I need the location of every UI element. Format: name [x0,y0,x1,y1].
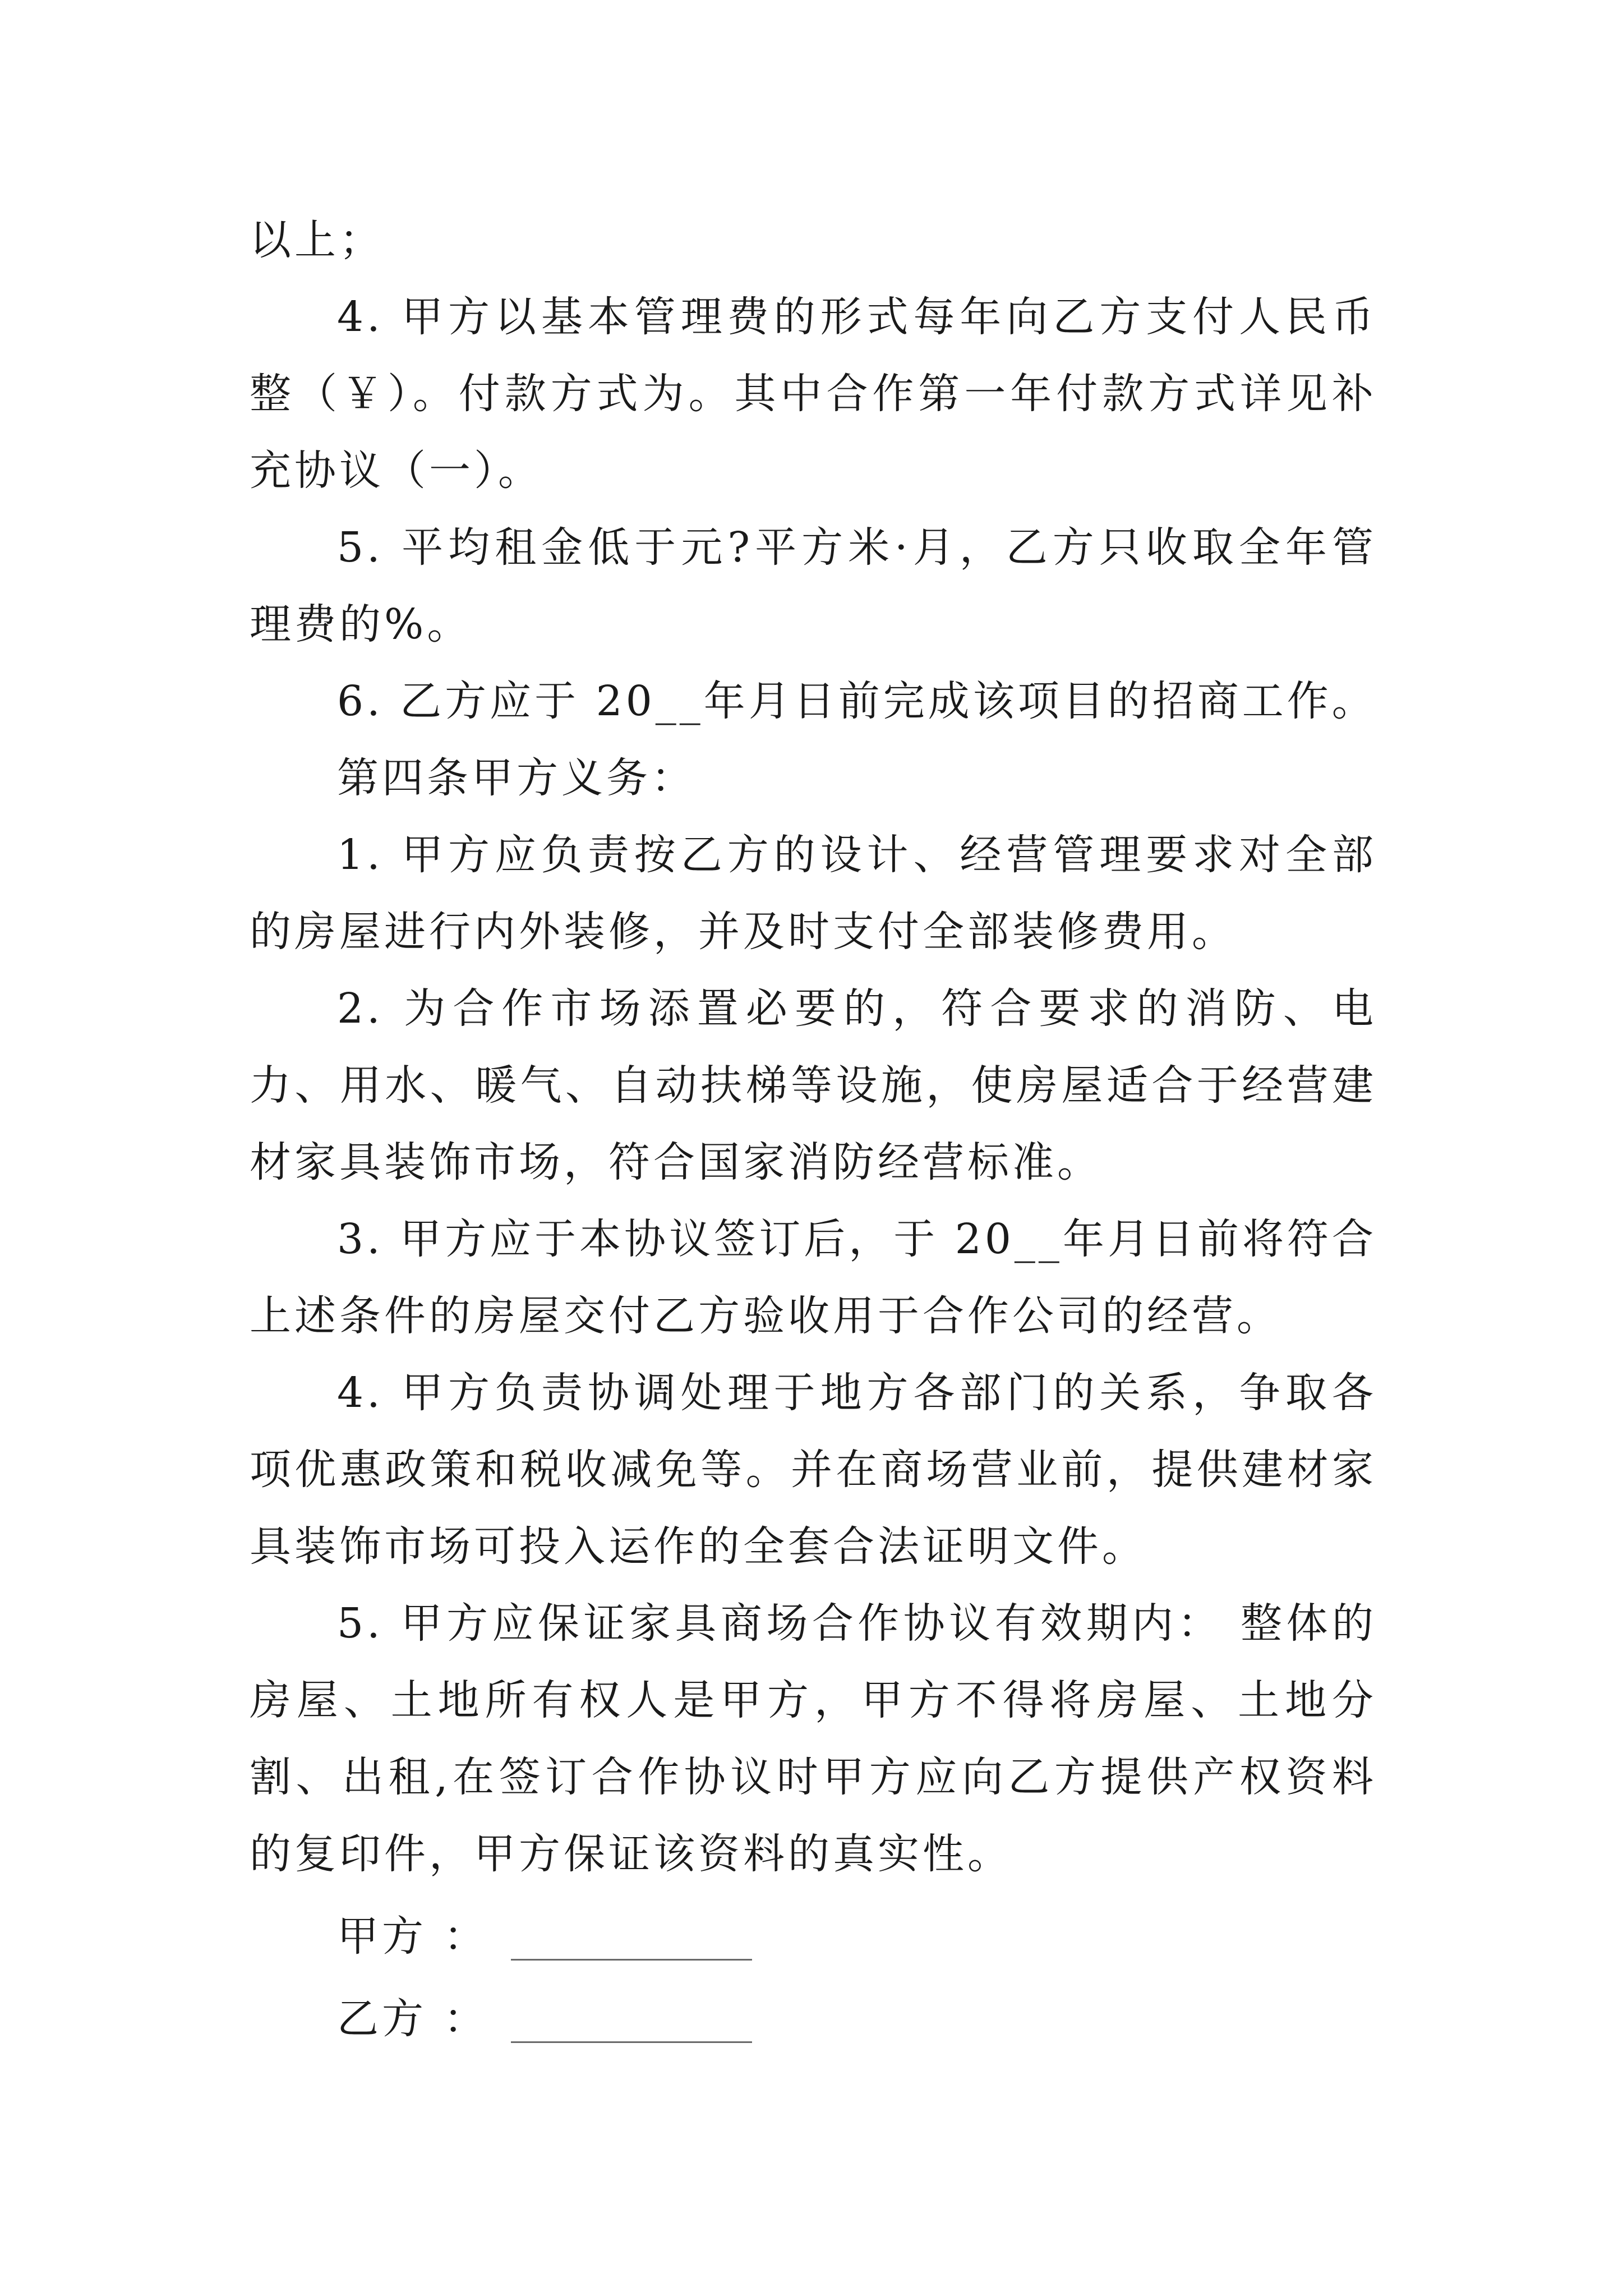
paragraph: 4. 甲方负责协调处理于地方各部门的关系，争取各项优惠政策和税收减免等。并在商场营业前，提供建材家具装饰市场可投入运作的全套合法证明文件。 [250,1369,1377,1571]
signature-label: 甲方 [337,1912,427,1961]
signature-colon: ： [444,1912,488,1961]
paragraph: 4. 甲方以基本管理费的形式每年向乙方支付人民币整（￥）。付款方式为。其中合作第一年付款方式详见补充协议（一）。 [250,293,1377,495]
signature-blank[interactable] [511,1991,752,2043]
paragraph: 5. 平均租金低于元?平方米·月，乙方只收取全年管理费的%。 [250,523,1377,648]
document-body [250,202,1377,2058]
paragraph: 2. 为合作市场添置必要的，符合要求的消防、电力、用水、暖气、自动扶梯等设施，使房屋适合于经营建材家具装饰市场，符合国家消防经营标准。 [250,984,1377,1186]
signature-label: 乙方 [337,1995,427,2043]
paragraph: 以上； [250,216,384,264]
paragraph: 3. 甲方应于本协议签订后，于 20__年月日前将符合上述条件的房屋交付乙方验收用于合作公司的经营。 [250,1215,1377,1340]
paragraph: 1. 甲方应负责按乙方的设计、经营管理要求对全部的房屋进行内外装修，并及时支付全部装修费用。 [250,831,1377,956]
signature-line-party-a [250,1898,1377,1975]
paragraph: 6. 乙方应于 20__年月日前完成该项目的招商工作。 [337,677,1377,725]
signature-line-party-b [250,1981,1377,2058]
signature-blank[interactable] [511,1908,752,1961]
paragraph: 5. 甲方应保证家具商场合作协议有效期内： 整体的房屋、土地所有权人是甲方，甲方不得将房屋、土地分割、出租,在签订合作协议时甲方应向乙方提供产权资料的复印件，甲方保证该资料的真实性。 [250,1599,1377,1878]
section-heading: 第四条甲方义务： [337,754,696,802]
signature-colon: ： [444,1995,488,2043]
